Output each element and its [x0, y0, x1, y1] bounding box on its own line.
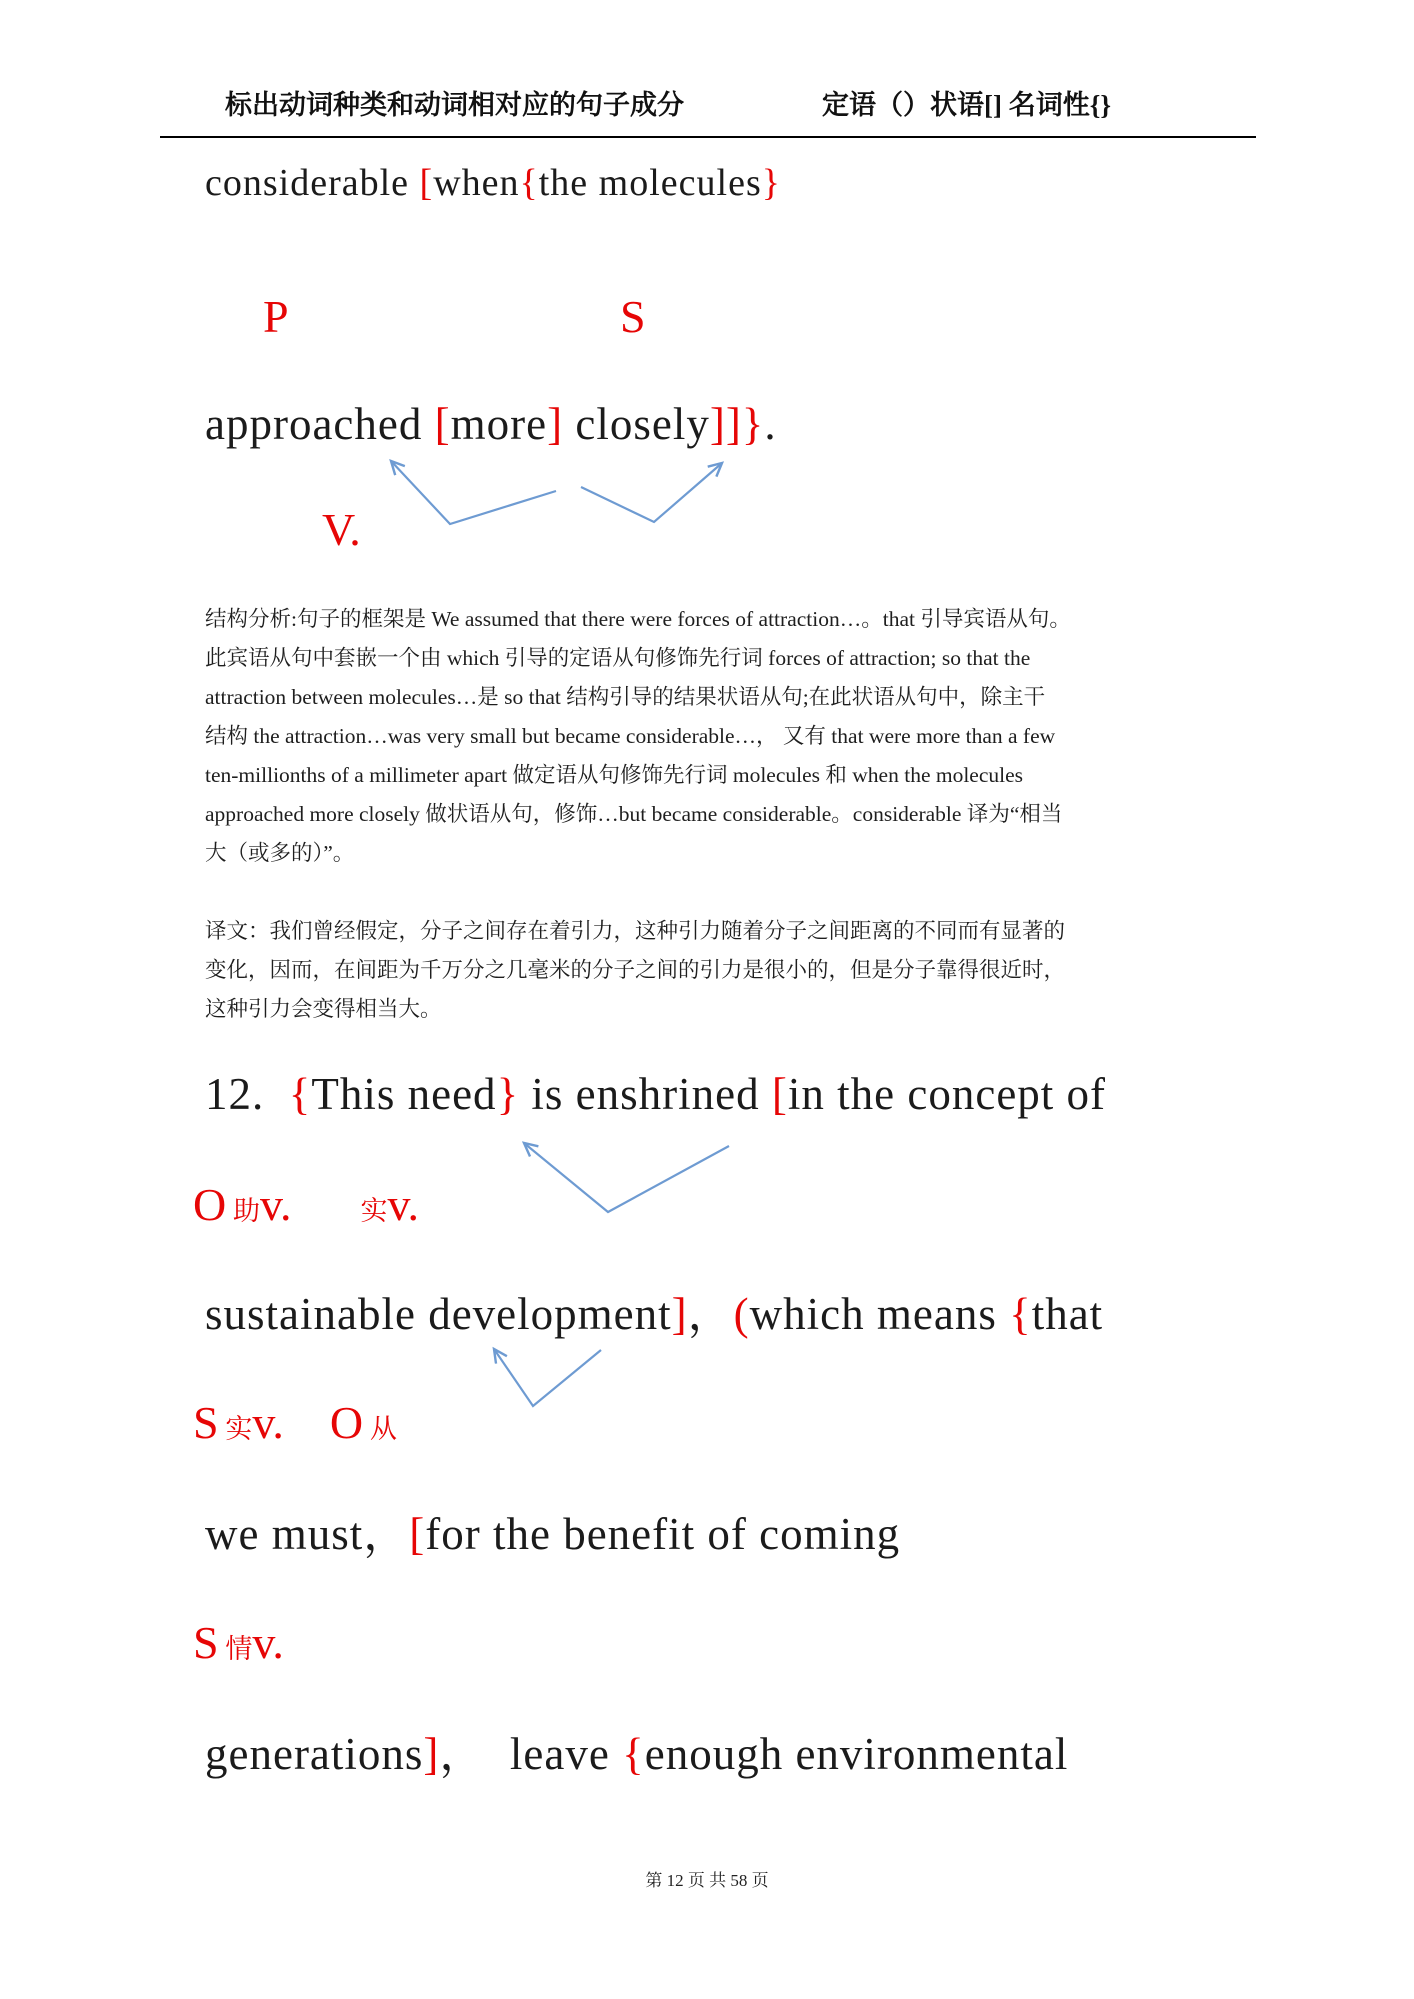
text-segment: ]]} [709, 399, 765, 449]
paragraph-line: attraction between molecules…是 so that 结构引导的结果状语从句;在此状语从句中，除主干 [205, 685, 1046, 709]
text-segment: 实 [360, 1196, 388, 1226]
text-segment: 情 [218, 1634, 253, 1664]
translation-paragraph [205, 912, 1205, 1029]
text-segment: is enshrined [519, 1069, 772, 1119]
text-segment: v. [252, 1397, 284, 1448]
arrow-to-closely [581, 463, 722, 522]
sentence-12-line-2 [205, 1286, 1103, 1342]
paragraph-line: 大（或多的）”。 [205, 841, 355, 865]
header-divider [160, 136, 1256, 138]
text-segment: S [193, 1617, 219, 1668]
text-segment: [ [419, 162, 434, 204]
text-segment: S [193, 1397, 219, 1448]
arrow-to-enshrined [524, 1143, 729, 1212]
grammar-label-line-1 [193, 1178, 419, 1238]
paragraph-line: 这种引力会变得相当大。 [205, 997, 442, 1021]
predicate-label-p: P [263, 291, 289, 342]
text-segment: . [764, 399, 777, 449]
text-segment: } [496, 1069, 520, 1119]
text-segment: { [622, 1729, 645, 1779]
text-segment [284, 1397, 330, 1448]
text-segment: ， [363, 1509, 410, 1559]
text-segment: [ [771, 1069, 788, 1119]
text-segment [292, 1179, 361, 1230]
text-segment: ] [671, 1289, 688, 1339]
sentence-12-line-4 [205, 1726, 1068, 1782]
text-segment: enough environmental [644, 1729, 1069, 1779]
paragraph-line: 结构 the attraction…was very small but became considerable…， 又有 that were more than a few [205, 724, 1056, 748]
arrow-to-development [494, 1349, 601, 1406]
text-segment: sustainable development [205, 1289, 672, 1339]
text-segment: closely [563, 399, 710, 449]
sentence-12-line-1 [205, 1066, 1106, 1122]
text-segment: 从 [363, 1414, 397, 1444]
text-segment: ] [423, 1729, 440, 1779]
arrow-to-approached [391, 461, 556, 524]
text-segment: v. [259, 1179, 292, 1230]
text-segment: [ [409, 1509, 426, 1559]
text-segment: 实 [218, 1414, 253, 1444]
paragraph-line: 此宾语从句中套嵌一个由 which 引导的定语从句修饰先行词 forces of attraction; so that the [205, 646, 1031, 670]
grammar-label-line-2 [193, 1396, 397, 1456]
text-segment: [ [434, 399, 451, 449]
text-segment: the molecules [538, 162, 762, 204]
verb-label-v: V. [322, 504, 361, 555]
sentence-11-line-1 [205, 155, 781, 211]
structure-analysis-paragraph [205, 600, 1205, 873]
text-segment: considerable [205, 162, 420, 204]
text-segment: ， leave [439, 1729, 623, 1779]
paragraph-line: approached more closely 做状语从句，修饰…but became considerable。considerable 译为“相当 [205, 802, 1063, 826]
text-segment: in the concept of [787, 1069, 1107, 1119]
text-segment: 助 [226, 1196, 260, 1226]
text-segment: approached [205, 399, 435, 449]
header-legend-right: 定语（）状语[] 名词性{} [822, 90, 1112, 120]
text-segment: which means [749, 1289, 1010, 1339]
text-segment: { [288, 1069, 312, 1119]
text-segment: more [450, 399, 548, 449]
text-segment: 12. [205, 1069, 289, 1119]
text-segment: { [1009, 1289, 1032, 1339]
text-segment: ] [547, 399, 564, 449]
header-title-left: 标出动词种类和动词相对应的句子成分 [225, 90, 684, 120]
text-segment: generations [205, 1729, 424, 1779]
text-segment: v. [252, 1617, 284, 1668]
paragraph-line: 变化，因而，在间距为千万分之几毫米的分子之间的引力是很小的，但是分子靠得很近时， [205, 958, 1066, 982]
paragraph-line: ten-millionths of a millimeter apart 做定语从句修饰先行词 molecules 和 when the molecules [205, 763, 1024, 787]
text-segment: ， [687, 1289, 734, 1339]
text-segment: This need [311, 1069, 497, 1119]
text-segment: ( [733, 1289, 750, 1339]
text-segment: O [193, 1179, 227, 1230]
sentence-12-line-3 [205, 1506, 900, 1562]
paragraph-line: 译文：我们曾经假定，分子之间存在着引力，这种引力随着分子之间距离的不同而有显著的 [205, 919, 1066, 943]
text-segment: for the benefit of coming [425, 1509, 901, 1559]
text-segment: when [433, 162, 520, 204]
text-segment: } [761, 162, 781, 204]
paragraph-line: 结构分析:句子的框架是 We assumed that there were forces of attraction…。that 引导宾语从句。 [205, 607, 1071, 631]
page-header [0, 88, 1414, 122]
text-segment: v. [387, 1179, 420, 1230]
page-number: 第 12 页 共 58 页 [645, 1871, 769, 1890]
subject-label-s: S [620, 291, 646, 342]
text-segment: we must [205, 1509, 364, 1559]
text-segment: that [1031, 1289, 1104, 1339]
text-segment: { [519, 162, 539, 204]
sentence-11-line-2 [205, 396, 777, 452]
grammar-label-line-3 [193, 1616, 284, 1676]
text-segment: O [329, 1397, 364, 1448]
